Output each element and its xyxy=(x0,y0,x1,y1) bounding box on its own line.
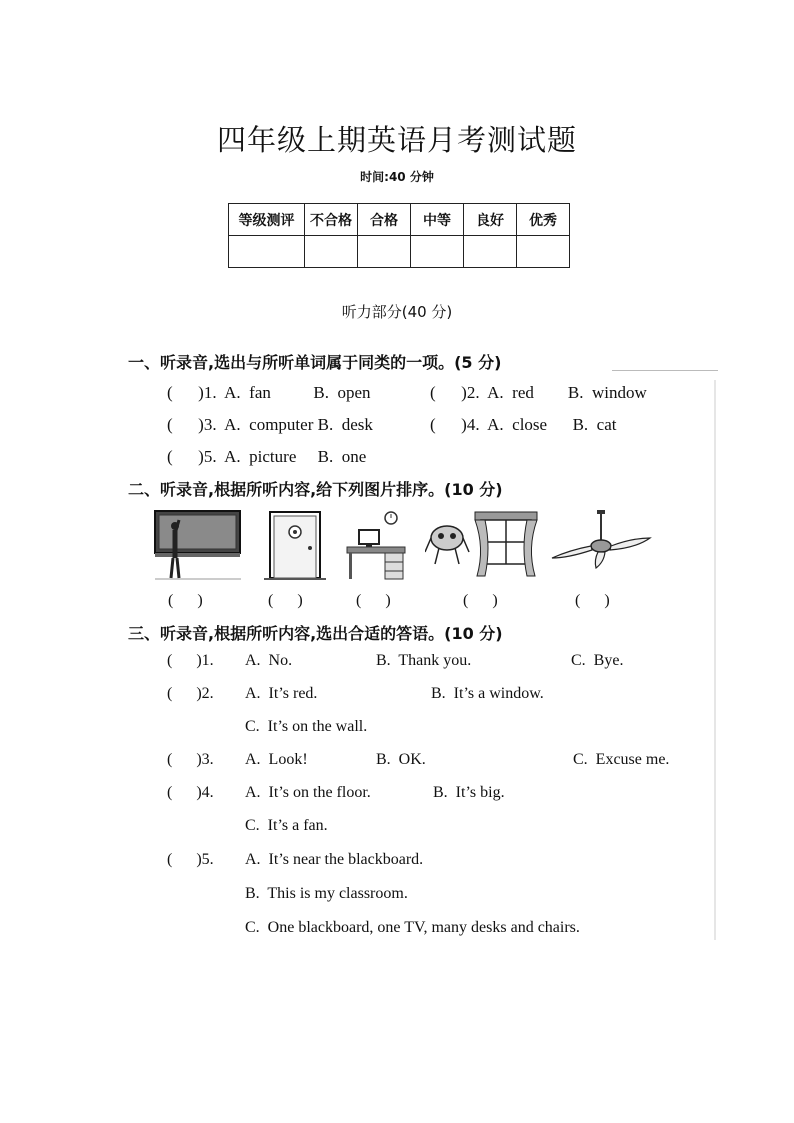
part3-q4-number: ( )4. xyxy=(167,784,214,801)
grade-header-cell: 中等 xyxy=(411,204,464,236)
part3-q4-option-b: B. It’s big. xyxy=(433,784,505,801)
part3-q5-option-a: A. It’s near the blackboard. xyxy=(245,851,424,868)
grade-blank-cell[interactable] xyxy=(517,236,570,268)
part3-q3-option-a: A. Look! xyxy=(245,751,308,768)
grade-header-cell: 合格 xyxy=(358,204,411,236)
part3-q3-number: ( )3. xyxy=(167,751,214,768)
picture-answer-blank[interactable]: ( ) xyxy=(575,592,610,609)
part1-row1-left: ( )1. A. fan B. open xyxy=(167,383,371,402)
grade-header-cell: 等级测评 xyxy=(229,204,305,236)
listening-section-heading: 听力部分(40 分) xyxy=(341,303,453,321)
part3-title: 三、听录音,根据所听内容,选出合适的答语。(10 分) xyxy=(128,624,503,643)
page-title: 四年级上期英语月考测试题 xyxy=(216,123,577,157)
part1-row3-left: ( )5. A. picture B. one xyxy=(167,447,367,466)
picture-answer-blank[interactable]: ( ) xyxy=(168,592,203,609)
picture-answer-blank[interactable]: ( ) xyxy=(268,592,303,609)
part3-q2-option-c: C. It’s on the wall. xyxy=(245,718,368,735)
part3-q4-option-a: A. It’s on the floor. xyxy=(245,784,371,801)
scan-line xyxy=(612,370,718,371)
desk-computer-picture xyxy=(345,508,407,582)
grade-table-blank-row xyxy=(229,236,570,268)
part3-q1-option-b: B. Thank you. xyxy=(376,652,472,669)
part3-q5-option-b: B. This is my classroom. xyxy=(245,885,408,902)
picture-answer-blank[interactable]: ( ) xyxy=(463,592,498,609)
door-picture xyxy=(264,510,326,582)
part3-q2-option-b: B. It’s a window. xyxy=(431,685,544,702)
part1-row1-right: ( )2. A. red B. window xyxy=(430,383,647,402)
part3-q2-number: ( )2. xyxy=(167,685,214,702)
window-curtain-picture xyxy=(425,508,541,582)
part3-q1-option-a: A. No. xyxy=(245,652,293,669)
grade-table-header-row xyxy=(229,204,570,236)
grade-header-cell: 良好 xyxy=(464,204,517,236)
part1-title: 一、听录音,选出与所听单词属于同类的一项。(5 分) xyxy=(128,353,502,372)
grade-blank-cell[interactable] xyxy=(464,236,517,268)
scan-edge xyxy=(714,380,716,940)
blackboard-picture xyxy=(153,508,243,582)
part3-q2-option-a: A. It’s red. xyxy=(245,685,318,702)
grade-header-cell: 不合格 xyxy=(305,204,358,236)
grade-blank-cell[interactable] xyxy=(411,236,464,268)
time-limit: 时间:40 分钟 xyxy=(360,170,434,184)
part3-q1-number: ( )1. xyxy=(167,652,214,669)
part1-row2-right: ( )4. A. close B. cat xyxy=(430,415,617,434)
part3-q5-number: ( )5. xyxy=(167,851,214,868)
part3-q5-option-c: C. One blackboard, one TV, many desks and chairs. xyxy=(245,919,580,936)
part3-q4-option-c: C. It’s a fan. xyxy=(245,817,328,834)
part1-row2-left: ( )3. A. computer B. desk xyxy=(167,415,373,434)
grade-blank-cell[interactable] xyxy=(358,236,411,268)
grade-blank-cell[interactable] xyxy=(229,236,305,268)
part3-q3-option-c: C. Excuse me. xyxy=(573,751,670,768)
grade-blank-cell[interactable] xyxy=(305,236,358,268)
picture-answer-blank[interactable]: ( ) xyxy=(356,592,391,609)
grade-table xyxy=(228,203,570,268)
part3-q3-option-b: B. OK. xyxy=(376,751,426,768)
part3-q1-option-c: C. Bye. xyxy=(571,652,624,669)
grade-header-cell: 优秀 xyxy=(517,204,570,236)
ceiling-fan-picture xyxy=(550,508,652,570)
part2-title: 二、听录音,根据所听内容,给下列图片排序。(10 分) xyxy=(128,480,503,499)
